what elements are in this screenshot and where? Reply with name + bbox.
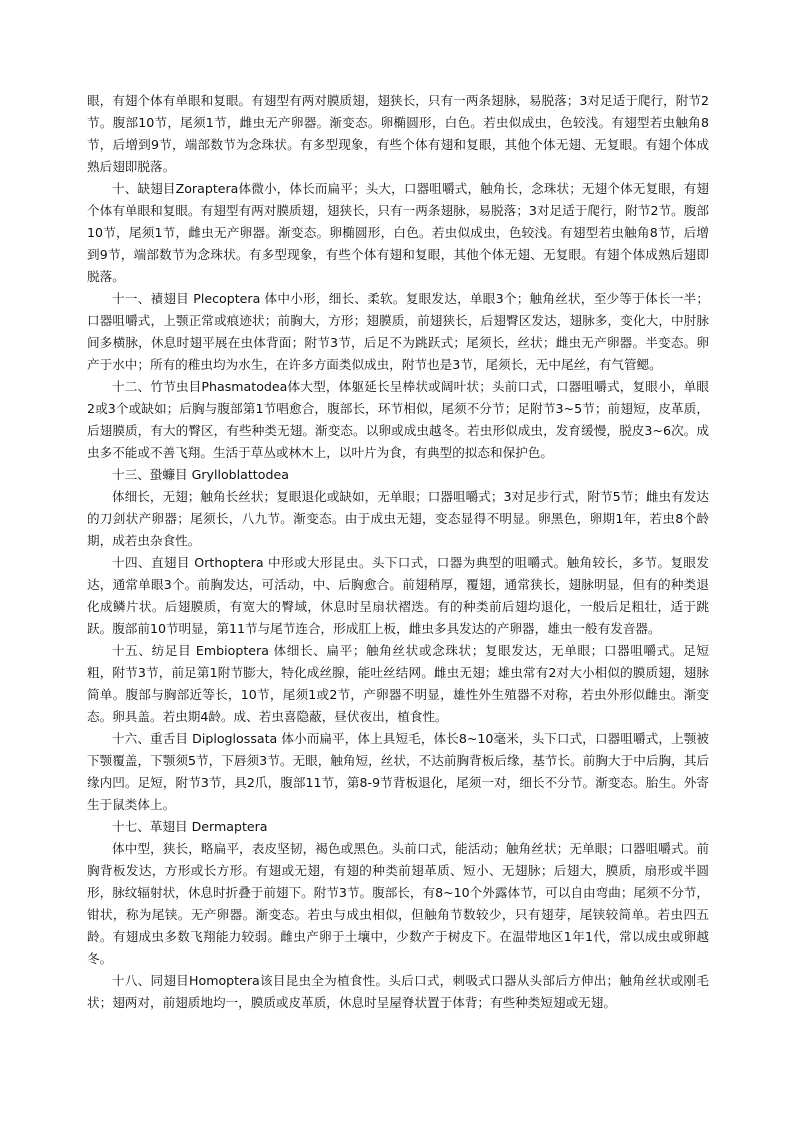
paragraph-diploglossata: 十六、重舌目 Diploglossata 体小而扁平，体上具短毛，体长8~10毫米，头下口式，口器咀嚼式，上颚被下颚覆盖，下颚须5节，下唇须3节。无眼，触角短，丝状，不达前胸背板后缘，基节长。前胸大于中后胸，其后缘内凹。足短，附节3节，具2爪，腹部11节，第8-9节背板退化，尾须一对，细长不分节。渐变态。胎生。外寄生于鼠类体上。 <box>87 731 709 812</box>
paragraph-plecoptera: 十一、襀翅目 Plecoptera 体中小形，细长、柔软。复眼发达，单眼3个；触角丝状，至少等于体长一半；口器咀嚼式，上颚正常或痕迹状；前胸大，方形；翅膜质，前翅狭长，后翅臀区发达，翅脉多，变化大，中肘脉间多横脉，休息时翅平展在虫体背面；附节3节，后足不为跳跃式；尾须长，丝状；雌虫无产卵器。半变态。卵产于水中；所有的稚虫均为水生，在许多方面类似成虫，附节也是3节，尾须长，无中尾丝，有气管鳃。 <box>87 291 709 372</box>
heading-dermaptera: 十七、革翅目 Dermaptera <box>112 819 268 834</box>
paragraph-dermaptera: 体中型，狭长，略扁平，表皮坚韧，褐色或黑色。头前口式，能活动；触角丝状；无单眼；口器咀嚼式。前胸背板发达，方形或长方形。有翅或无翅，有翅的种类前翅革质、短小、无翅脉；后翅大，膜质，扇形或半圆形，脉纹辐射状，休息时折叠于前翅下。附节3节。腹部长，有8~10个外露体节，可以自由弯曲；尾须不分节，钳状，称为尾铗。无产卵器。渐变态。若虫与成虫相似，但触角节数较少，只有翅芽，尾铗较简单。若虫四五龄。有翅成虫多数飞翔能力较弱。雌虫产卵于土壤中，少数产于树皮下。在温带地区1年1代，常以成虫或卵越冬。 <box>87 841 709 966</box>
document-body <box>87 90 709 1014</box>
paragraph-phasmatodea: 十二、竹节虫目Phasmatodea体大型，体躯延长呈棒状或阔叶状；头前口式，口器咀嚼式，复眼小，单眼2或3个或缺如；后胸与腹部第1节唱愈合，腹部长，环节相似，尾须不分节；足附节3~5节；前翅短，皮革质，后翅膜质，有大的臀区，有些种类无翅。渐变态。以卵或成虫越冬。若虫形似成虫，发育缓慢，脱皮3~6次。成虫多不能或不善飞翔。生活于草丛或林木上，以叶片为食，有典型的拟态和保护色。 <box>87 379 709 460</box>
paragraph-grylloblattodea: 体细长，无翅；触角长丝状；复眼退化或缺如，无单眼；口器咀嚼式；3对足步行式，附节5节；雌虫有发达的刀剑状产卵器；尾须长，八九节。渐变态。由于成虫无翅，变态显得不明显。卵黑色，卵期1年，若虫8个龄期，成若虫杂食性。 <box>87 489 709 548</box>
paragraph-orthoptera: 十四、直翅目 Orthoptera 中形或大形昆虫。头下口式，口器为典型的咀嚼式。触角较长，多节。复眼发达，通常单眼3个。前胸发达，可活动，中、后胸愈合。前翅稍厚，覆翅，通常狭长，翅脉明显，但有的种类退化成鳞片状。后翅膜质，有宽大的臀域，休息时呈扇状褶迭。有的种类前后翅均退化，一般后足粗壮，适于跳跃。腹部前10节明显，第11节与尾节连合，形成肛上板，雌虫多具发达的产卵器，雄虫一般有发音器。 <box>87 555 709 636</box>
paragraph-embioptera: 十五、纺足目 Embioptera 体细长、扁平；触角丝状或念珠状；复眼发达，无单眼；口器咀嚼式。足短粗，附节3节，前足第1附节膨大，特化成丝腺，能吐丝结网。雌虫无翅；雄虫常有2对大小相似的膜质翅，翅脉简单。腹部与胸部近等长，10节，尾须1或2节，产卵器不明显，雄性外生殖器不对称，若虫外形似雌虫。渐变态。卵具盖。若虫期4龄。成、若虫喜隐蔽，昼伏夜出，植食性。 <box>87 643 709 724</box>
paragraph-zoraptera: 十、缺翅目Zoraptera体微小，体长而扁平；头大，口器咀嚼式，触角长，念珠状；无翅个体无复眼，有翅个体有单眼和复眼。有翅型有两对膜质翅，翅狭长，只有一两条翅脉，易脱落；3对足适于爬行，附节2节。腹部10节，尾须1节，雌虫无产卵器。渐变态。卵椭圆形，白色。若虫似成虫，色较浅。有翅型若虫触角8节，后增到9节，端部数节为念珠状。有多型现象，有些个体有翅和复眼，其他个体无翅、无复眼。有翅个体成熟后翅即脱落。 <box>87 181 709 284</box>
paragraph-homoptera: 十八、同翅目Homoptera该目昆虫全为植食性。头后口式，刺吸式口器从头部后方伸出；触角丝状或刚毛状；翅两对，前翅质地均一，膜质或皮革质，休息时呈屋脊状置于体背；有些种类短翅或无翅。 <box>87 973 709 1010</box>
heading-grylloblattodea: 十三、蛩蠊目 Grylloblattodea <box>112 467 289 482</box>
paragraph-continuation: 眼，有翅个体有单眼和复眼。有翅型有两对膜质翅，翅狭长，只有一两条翅脉，易脱落；3对足适于爬行，附节2节。腹部10节，尾须1节，雌虫无产卵器。渐变态。卵椭圆形，白色。若虫似成虫，色较浅。有翅型若虫触角8节，后增到9节，端部数节为念珠状。有多型现象，有些个体有翅和复眼，其他个体无翅、无复眼。有翅个体成熟后翅即脱落。 <box>87 93 709 174</box>
